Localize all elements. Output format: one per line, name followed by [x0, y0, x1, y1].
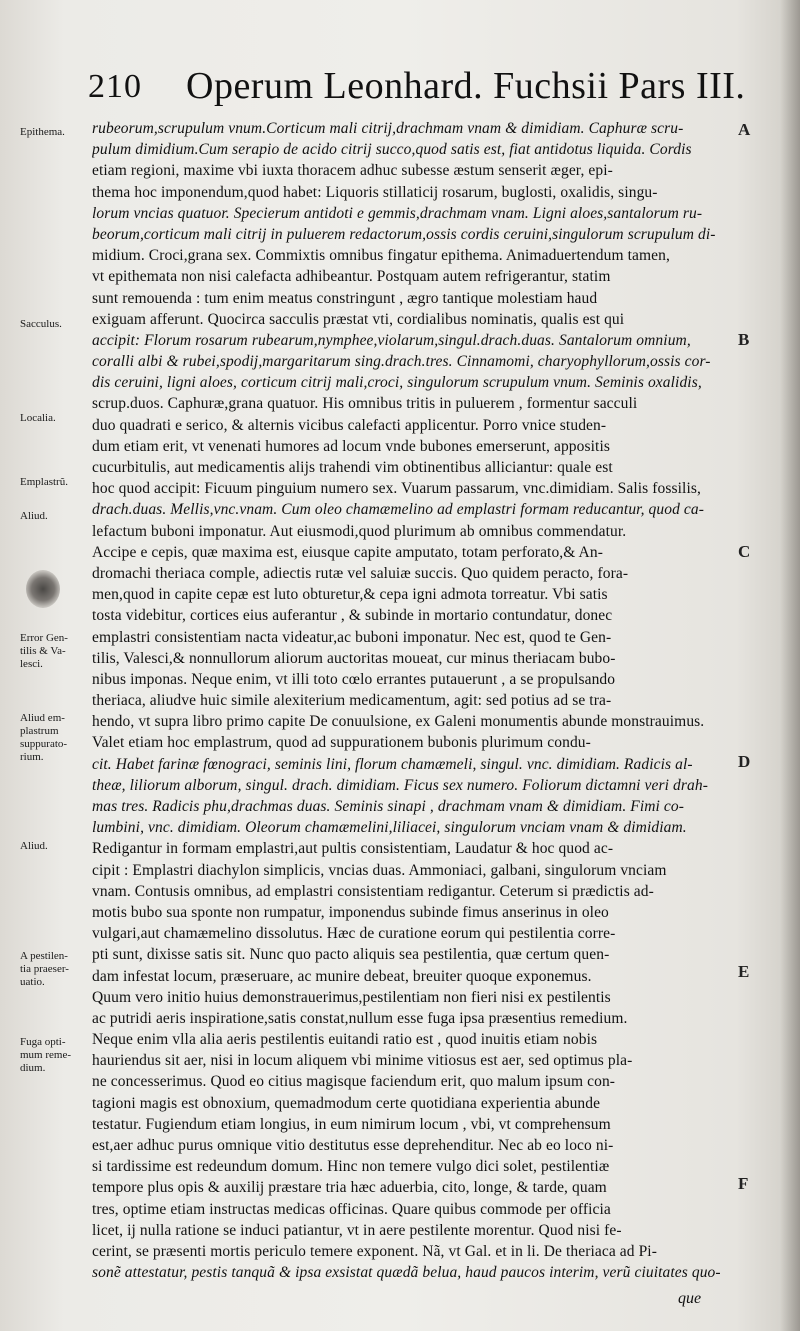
- text-line: cerint, se præsenti mortis periculo temere exponent. Nã, vt Gal. et in li. De theriaca ad Pi-: [92, 1242, 657, 1260]
- margin-note-line: tilis & Va-: [20, 645, 66, 657]
- section-letter-d: D: [738, 752, 751, 771]
- text-line: ne concesserimus. Quod eo citius magisque faciendum erit, quo malum ipsum con-: [92, 1073, 616, 1091]
- margin-note-line: Localia.: [20, 412, 56, 424]
- text-line: hoc quod accipit: Ficuum pinguium numero sex. Vuarum passarum, vnc.dimidiam. Salis fossilis,: [92, 480, 701, 498]
- section-letter-e: E: [738, 962, 750, 981]
- text-line: vnam. Contusis omnibus, ad emplastri consistentiam redigantur. Ceterum si prædictis ad-: [92, 882, 654, 900]
- text-line: accipit: Florum rosarum rubearum,nymphee,violarum,singul.drach.duas. Santalorum omnium,: [92, 331, 691, 349]
- main-text-block: [92, 118, 732, 1283]
- text-line: dum etiam erit, vt venenati humores ad locum vnde bubones emerserunt, appositis: [92, 437, 610, 455]
- page-number: 210: [88, 68, 142, 105]
- page-header: [88, 64, 746, 112]
- text-line: licet, ij nulla ratione se induci patiantur, vt in aere pestilente morentur. Quod nisi fe-: [92, 1221, 622, 1239]
- text-line: rubeorum,scrupulum vnum.Corticum mali citrij,drachmam vnam & dimidiam. Caphuræ scru-: [92, 120, 684, 137]
- text-line: theæ, liliorum alborum, singul. drach. dimidiam. Ficus sex numero. Foliorum dictamni veri drah-: [92, 776, 708, 794]
- text-line: mas tres. Radicis phu,drachmas duas. Seminis sinapi , drachmam vnam & dimidiam. Fimi co-: [92, 798, 685, 815]
- text-line: pulum dimidium.Cum serapio de acido citrij succo,quod satis est, fiat antidotus liquida. Cordis: [92, 141, 692, 159]
- text-line: thema hoc imponendum,quod habet: Liquoris stillaticij rosarum, buglosti, oxalidis, singu-: [92, 183, 658, 201]
- text-line: tempore plus opis & auxilij præstare tria hæc aduerbia, cito, longe, & tarde, quam: [92, 1179, 607, 1197]
- text-line: nibus imponas. Neque enim, vt illi toto cœlo errantes putauerunt , a se propulsando: [92, 670, 616, 688]
- text-line: sunt remouenda : tum enim meatus constringunt , ægro tantique molestiam haud: [92, 289, 598, 307]
- text-line: tosta videbitur, cortices eius auferantur , & subinde in mortario contundatur, donec: [92, 607, 613, 625]
- margin-note-error-gentilis: [20, 632, 92, 671]
- margin-note-line: Emplastrũ.: [20, 476, 68, 488]
- text-line: Valet etiam hoc emplastrum, quod ad suppurationem bubonis plurimum condu-: [92, 734, 591, 752]
- margin-note-line: Aliud.: [20, 840, 48, 852]
- text-line: dam infestat locum, præseruare, ac munire debeat, breuiter quoque exponemus.: [92, 967, 592, 985]
- text-line: Neque enim vlla alia aeris pestilentis euitandi ratio est , quod inuitis etiam nobis: [92, 1031, 598, 1049]
- text-line: etiam regioni, maxime vbi iuxta thoracem adhuc subesse æstum senserit æger, epi-: [92, 162, 613, 180]
- margin-note-line: Aliud em-: [20, 712, 65, 724]
- text-line: vt epithemata non nisi calefacta adhibeantur. Postquam autem refrigerantur, statim: [92, 268, 611, 286]
- running-title: Operum Leonhard. Fuchsii Pars III.: [186, 65, 746, 107]
- margin-note-line: mum reme-: [20, 1049, 72, 1061]
- margin-note-line: Error Gen-: [20, 632, 68, 644]
- text-line: duo quadrati e serico, & alternis vicibus calefacti applicentur. Porro vnice studen-: [92, 416, 607, 434]
- text-line: scrup.duos. Caphuræ,grana quatuor. His omnibus tritis in puluerem , formentur sacculi: [92, 395, 638, 413]
- page-edge-shadow: [780, 0, 800, 1331]
- text-line: motis bubo sua sponte non rumpatur, imponendus subinde fimus anserinus in oleo: [92, 903, 609, 921]
- text-line: beorum,corticum mali citrij in puluerem redactorum,ossis cordis ceruini,singulorum scrupulum di-: [92, 225, 716, 243]
- margin-note-emplastrum: [20, 476, 92, 489]
- margin-note-line: Epithema.: [20, 126, 65, 138]
- text-line: exiguam afferunt. Quocirca sacculis præstat vti, cordialibus nominatis, qualis est qui: [92, 310, 625, 328]
- text-line: lumbini, vnc. dimidiam. Oleorum chamæmelini,liliacei, singulorum vnciam vnam & dimidiam.: [92, 819, 687, 837]
- text-line: lefactum buboni imponatur. Aut eiusmodi,quod plurimum ab omnibus commendatur.: [92, 522, 627, 540]
- text-line: Redigantur in formam emplastri,aut pultis consistentiam, Laudatur & hoc quod ac-: [92, 840, 614, 858]
- section-letter-a: A: [738, 120, 751, 139]
- text-line: si tardissime est redeundum domum. Hinc non temere vulgo dici solet, pestilentiæ: [92, 1158, 610, 1176]
- margin-note-line: dium.: [20, 1062, 46, 1074]
- text-line: cucurbitulis, aut medicamentis alijs trahendi vim obtinentibus alliciantur: quale est: [92, 459, 613, 476]
- margin-note-fuga: [20, 1036, 92, 1075]
- text-line: tres, optime etiam instructas medicas officinas. Quare quibus commode per officia: [92, 1200, 611, 1218]
- margin-note-aliud-emplastrum: [20, 712, 92, 764]
- text-line: tagioni magis est obnoxium, quemadmodum certe quotidiana experientia abunde: [92, 1094, 601, 1112]
- margin-note-line: Fuga opti-: [20, 1036, 66, 1048]
- margin-note-aliud-2: [20, 840, 92, 853]
- catchword: que: [678, 1290, 702, 1307]
- text-line: midium. Croci,grana sex. Commixtis omnibus fingatur epithema. Animaduertendum tamen,: [92, 247, 670, 265]
- text-line: testatur. Fugiendum etiam longius, in eum nimirum locum , vbi, vt comprehensum: [92, 1115, 611, 1133]
- text-line: cipit : Emplastri diachylon simplicis, vncias duas. Ammoniaci, galbani, singulorum vnciam: [92, 861, 667, 879]
- text-line: drach.duas. Mellis,vnc.vnam. Cum oleo chamæmelino ad emplastri formam reducantur, quod ca-: [92, 501, 704, 519]
- margin-note-line: suppurato-: [20, 738, 68, 750]
- margin-note-epithema: [20, 126, 92, 139]
- text-line: cit. Habet farinæ fœnograci, seminis lini, florum chamæmeli, singul. vnc. dimidiam. Radicis al-: [92, 755, 693, 773]
- text-line: dromachi theriaca comple, adiectis rutæ vel saluiæ succis. Quo quidem peracto, fora-: [92, 564, 629, 582]
- margin-note-line: Sacculus.: [20, 318, 62, 330]
- section-letter-b: B: [738, 330, 750, 349]
- margin-note-line: A pestilen-: [20, 950, 68, 962]
- text-line: pti sunt, dixisse satis sit. Nunc quo pacto aliquis sea pestilentia, quæ certum quen-: [92, 946, 610, 964]
- margin-note-localia: [20, 412, 92, 425]
- text-line: est,aer adhuc purus omnique vitio destitutus esse deprehenditur. Nec ab eo loco ni-: [92, 1137, 614, 1154]
- margin-note-line: uatio.: [20, 976, 45, 988]
- margin-note-line: lesci.: [20, 658, 43, 670]
- text-line: lorum vncias quatuor. Specierum antidoti e gemmis,drachmam vnam. Ligni aloes,santalorum ru-: [92, 204, 703, 222]
- text-line: vulgari,aut chamæmelino dissolutus. Hæc de curatione eorum qui pestilentia corre-: [92, 925, 616, 943]
- text-line: theriaca, aliudve huic simile alexiterium medicamentum, agit: sed potius ad se tra-: [92, 692, 612, 710]
- text-line: sonẽ attestatur, pestis tanquã & ipsa exsistat quædã belua, haud paucos interim, verũ ciuitates quo-: [92, 1264, 721, 1282]
- section-letter-f: F: [738, 1174, 749, 1193]
- margin-note-line: rium.: [20, 751, 44, 763]
- text-line: ac putridi aeris inspiratione,satis constat,nullum esse fuga ipsa præsentius remedium.: [92, 1009, 628, 1027]
- section-letter-c: C: [738, 542, 751, 561]
- text-line: men,quod in capite cepæ est luto obturetur,& cepa igni admota torreatur. Vbi satis: [92, 586, 608, 604]
- text-line: coralli albi & rubei,spodij,margaritarum sing.drach.tres. Cinnamomi, charyophyllorum,ossis cor-: [92, 353, 711, 371]
- text-line: Quum vero initio huius demonstrauerimus,pestilentiam non fieri nisi ex pestilentis: [92, 988, 611, 1006]
- text-line: dis ceruini, ligni aloes, corticum citrij mali,croci, singulorum scrupulum vnum. Seminis oxalidis,: [92, 374, 702, 392]
- margin-note-sacculus: [20, 318, 92, 331]
- text-line: emplastri consistentiam nacta videatur,ac buboni imponatur. Nec est, quod te Gen-: [92, 628, 612, 646]
- text-line: tilis, Valesci,& nonnullorum aliorum auctoritas moueat, cur minus theriacam bubo-: [92, 649, 616, 667]
- margin-note-line: Aliud.: [20, 510, 48, 522]
- margin-note-line: tia praeser-: [20, 963, 69, 975]
- text-line: hendo, vt supra libro primo capite De conuulsione, ex Galeni monumentis abunde monstrauimus.: [92, 713, 705, 731]
- text-line: Accipe e cepis, quæ maxima est, eiusque capite amputato, totam perforato,& An-: [92, 543, 603, 561]
- margin-note-line: plastrum: [20, 725, 59, 737]
- margin-note-aliud-1: [20, 510, 92, 523]
- ink-stain: [26, 570, 60, 608]
- text-line: hauriendus sit aer, nisi in locum aliquem vbi minime vitiosus est aer, sed optimus pla-: [92, 1052, 633, 1070]
- margin-note-praeseruatio: [20, 950, 92, 989]
